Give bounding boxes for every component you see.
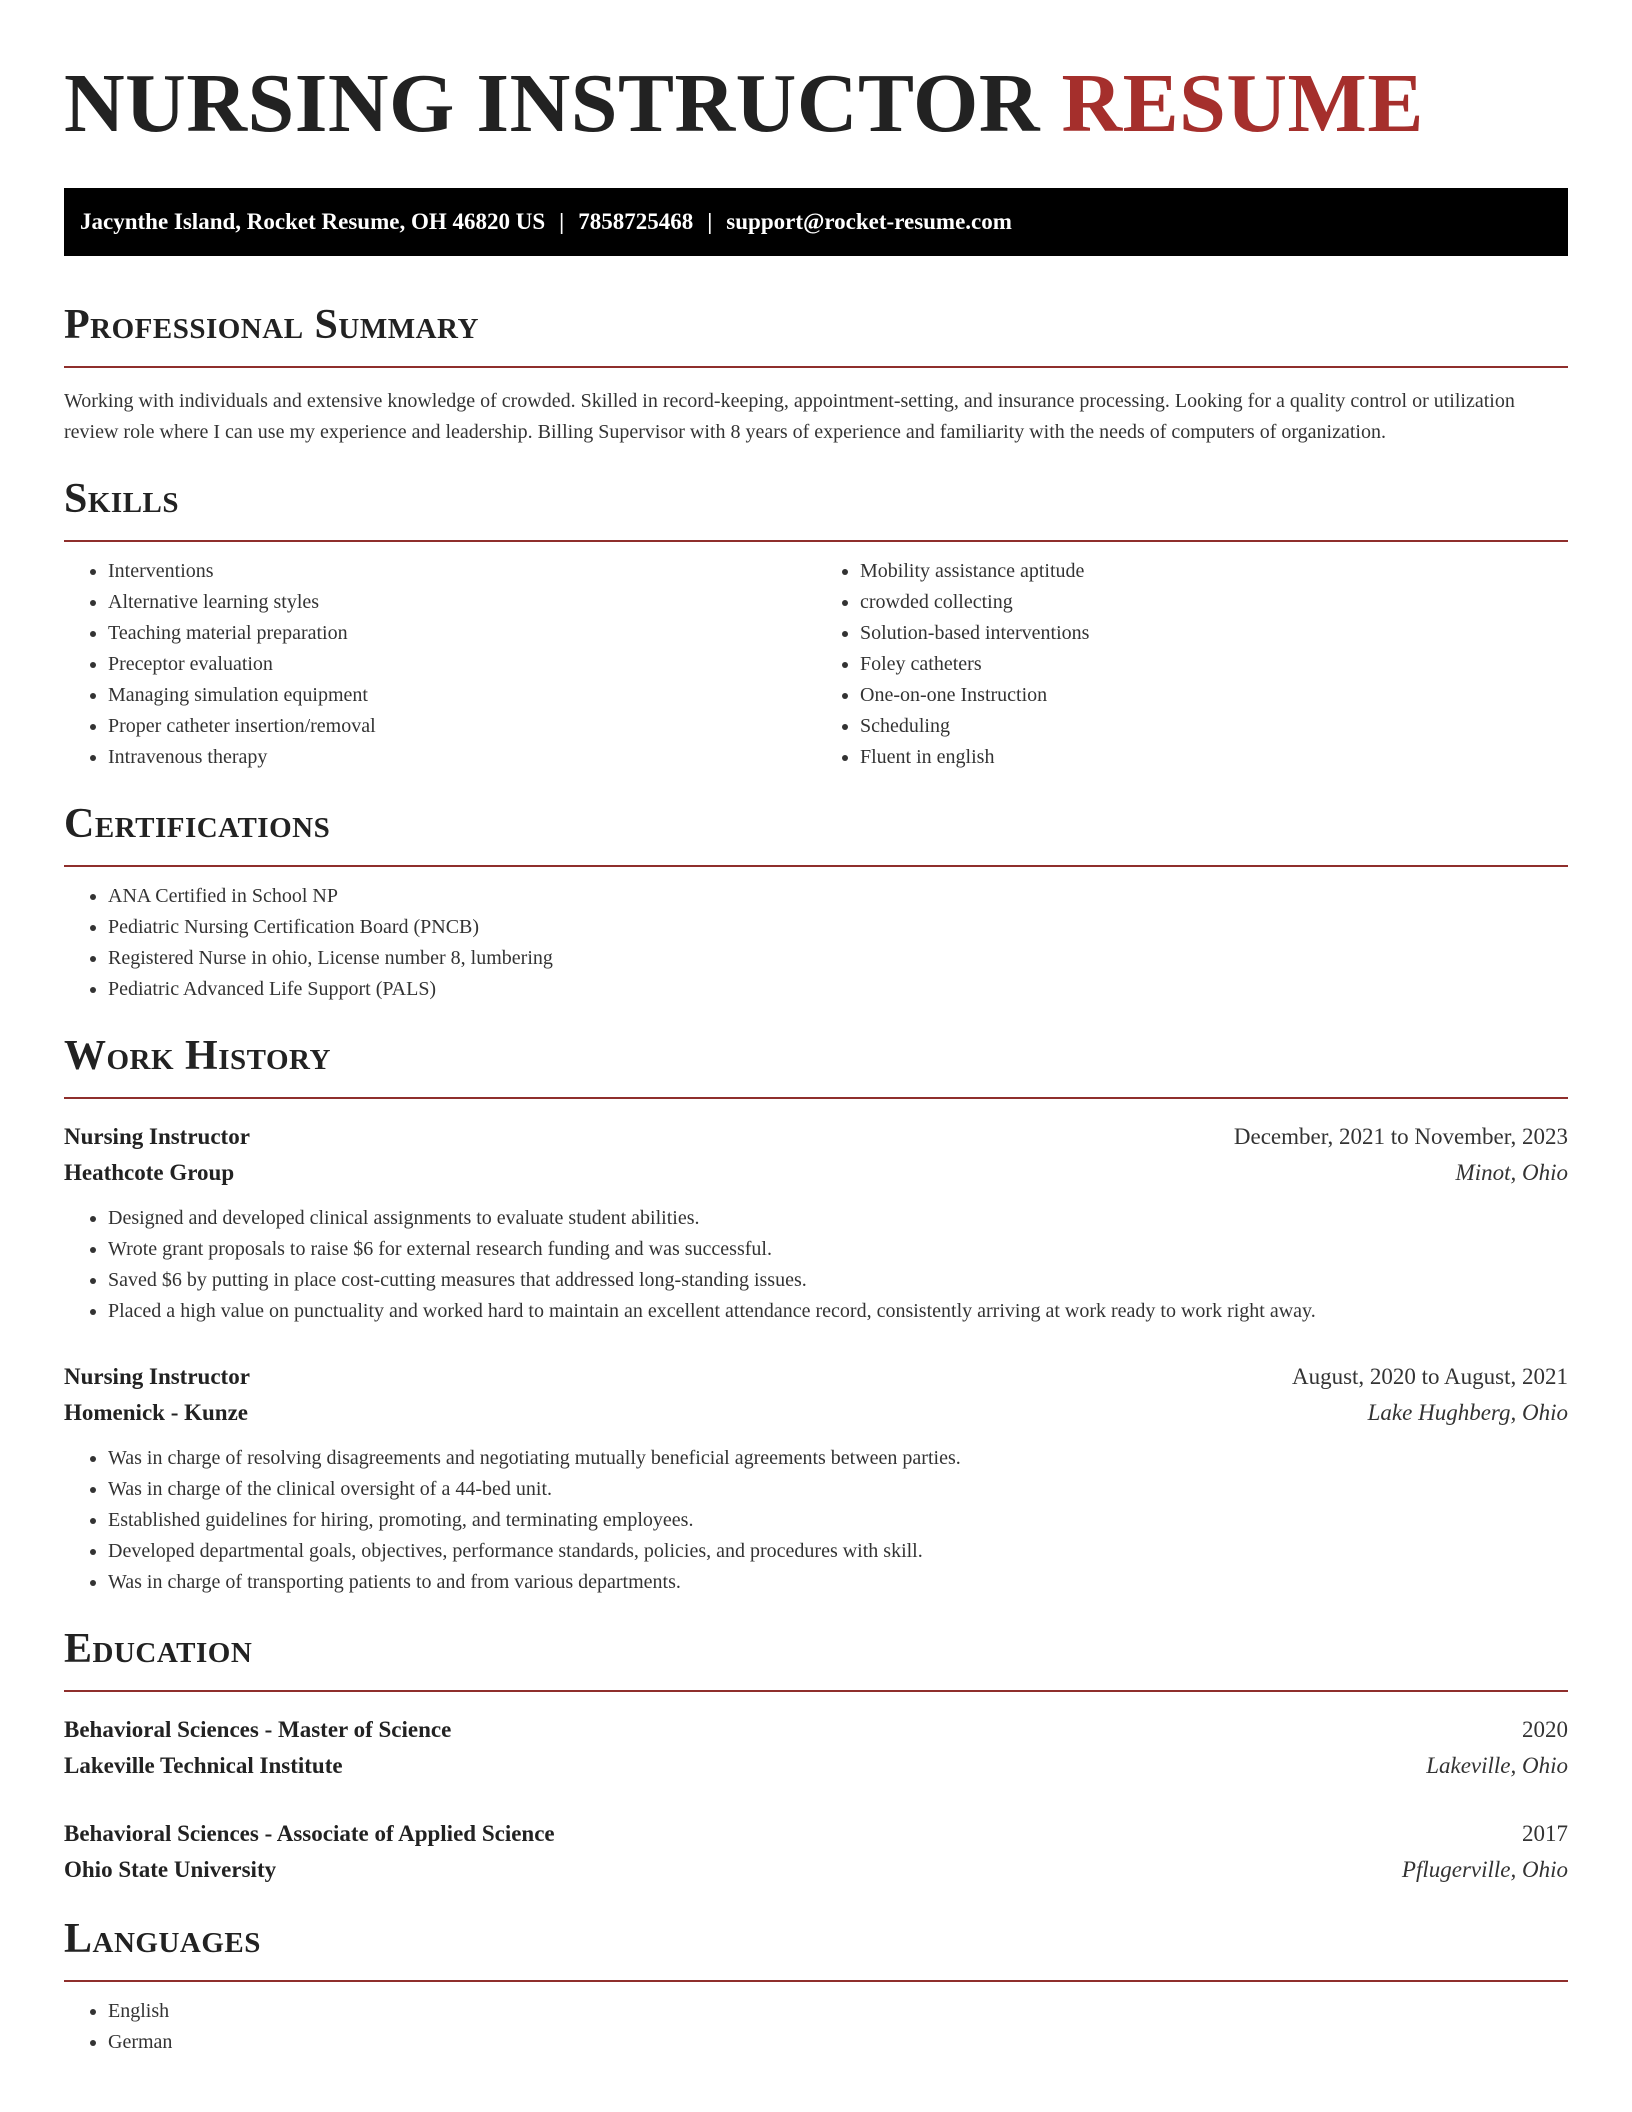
education-school-row — [64, 1852, 1568, 1888]
job-location: Minot, Ohio — [1455, 1160, 1568, 1185]
contact-separator: | — [707, 209, 713, 234]
title-accent: RESUME — [1061, 57, 1424, 150]
skill-item: • Managing simulation equipment — [108, 680, 816, 711]
section-divider — [64, 1690, 1568, 1692]
education-degree-row — [64, 1816, 1568, 1852]
language-item: • English — [108, 1996, 1568, 2027]
skill-item: • Intravenous therapy — [108, 742, 816, 773]
certification-item: • Pediatric Advanced Life Support (PALS) — [108, 974, 1568, 1005]
education-location: Pflugerville, Ohio — [1401, 1857, 1568, 1882]
skill-item: • Scheduling — [860, 711, 1568, 742]
education-heading: Education — [64, 1626, 253, 1672]
skill-item: • One-on-one Instruction — [860, 680, 1568, 711]
contact-email: support@rocket-resume.com — [726, 209, 1012, 234]
job-dates: August, 2020 to August, 2021 — [1291, 1364, 1568, 1389]
job-bullet: • Developed departmental goals, objectives, performance standards, policies, and procedures with skill. — [108, 1536, 1568, 1567]
job-title: Nursing Instructor — [64, 1124, 250, 1149]
certification-item: • ANA Certified in School NP — [108, 881, 1568, 912]
education-entry — [64, 1712, 1568, 1784]
certification-item: • Registered Nurse in ohio, License number 8, lumbering — [108, 943, 1568, 974]
job-company: Heathcote Group — [64, 1160, 235, 1185]
skills-grid — [64, 542, 1568, 773]
job-bullet: • Was in charge of the clinical oversight of a 44-bed unit. — [108, 1474, 1568, 1505]
job-bullet: • Placed a high value on punctuality and worked hard to maintain an excellent attendance record, consistently arriving at work ready to work right away. — [108, 1296, 1568, 1327]
skills-section — [64, 474, 1568, 773]
job-bullets — [64, 1443, 1568, 1598]
certifications-heading: Certifications — [64, 801, 331, 847]
skills-list-right — [816, 556, 1568, 773]
contact-phone: 7858725468 — [578, 209, 694, 234]
education-year: 2020 — [1522, 1717, 1568, 1742]
section-divider — [64, 366, 1568, 368]
work-history-heading: Work History — [64, 1033, 331, 1079]
skill-item: • Solution-based interventions — [860, 618, 1568, 649]
languages-list — [64, 1996, 1568, 2058]
education-school: Lakeville Technical Institute — [64, 1753, 343, 1778]
skill-item: • Fluent in english — [860, 742, 1568, 773]
section-divider — [64, 865, 1568, 867]
job-bullet: • Designed and developed clinical assignments to evaluate student abilities. — [108, 1203, 1568, 1234]
job-bullets — [64, 1203, 1568, 1327]
contact-separator: | — [559, 209, 565, 234]
skill-item: • Proper catheter insertion/removal — [108, 711, 816, 742]
job-company: Homenick - Kunze — [64, 1400, 248, 1425]
education-degree: Behavioral Sciences - Master of Science — [64, 1717, 452, 1742]
job-bullet: • Was in charge of resolving disagreements and negotiating mutually beneficial agreements between parties. — [108, 1443, 1568, 1474]
job-bullet: • Was in charge of transporting patients to and from various departments. — [108, 1567, 1568, 1598]
contact-address: Jacynthe Island, Rocket Resume, OH 46820 US — [80, 209, 546, 234]
education-year: 2017 — [1522, 1821, 1568, 1846]
resume-title — [64, 54, 1568, 154]
contact-bar — [64, 188, 1568, 256]
certification-item: • Pediatric Nursing Certification Board (PNCB) — [108, 912, 1568, 943]
skill-item: • Teaching material preparation — [108, 618, 816, 649]
skill-item: • Mobility assistance aptitude — [860, 556, 1568, 587]
job-company-row — [64, 1395, 1568, 1431]
skill-item: • Preceptor evaluation — [108, 649, 816, 680]
education-location: Lakeville, Ohio — [1426, 1753, 1568, 1778]
job-dates: December, 2021 to November, 2023 — [1233, 1124, 1568, 1149]
job-header-row — [64, 1359, 1568, 1395]
job-title: Nursing Instructor — [64, 1364, 250, 1389]
education-entry — [64, 1816, 1568, 1888]
section-divider — [64, 1097, 1568, 1099]
languages-heading: Languages — [64, 1916, 261, 1962]
job-bullet: • Wrote grant proposals to raise $6 for external research funding and was successful. — [108, 1234, 1568, 1265]
summary-heading: Professional Summary — [64, 302, 479, 348]
certifications-list — [64, 881, 1568, 1005]
job-entry — [64, 1119, 1568, 1327]
skill-item: • crowded collecting — [860, 587, 1568, 618]
education-degree-row — [64, 1712, 1568, 1748]
skills-list-left — [64, 556, 816, 773]
job-location: Lake Hughberg, Ohio — [1367, 1400, 1568, 1425]
job-bullet: • Saved $6 by putting in place cost-cutting measures that addressed long-standing issues. — [108, 1265, 1568, 1296]
language-item: • German — [108, 2027, 1568, 2058]
section-divider — [64, 1980, 1568, 1982]
education-school: Ohio State University — [64, 1857, 277, 1882]
title-main: NURSING INSTRUCTOR — [64, 57, 1040, 150]
education-section — [64, 1624, 1568, 1888]
summary-section — [64, 300, 1568, 448]
skill-item: • Foley catheters — [860, 649, 1568, 680]
languages-section — [64, 1914, 1568, 2058]
education-degree: Behavioral Sciences - Associate of Applied Science — [64, 1821, 555, 1846]
job-header-row — [64, 1119, 1568, 1155]
skills-heading: Skills — [64, 476, 180, 522]
summary-text: Working with individuals and extensive knowledge of crowded. Skilled in record-keeping, appointment-setting, and insurance processing. Looking for a quality control or utilization review role where I can use my experience and leadership. Billing Supervisor with 8 years of experience and familiarity with the needs of computers of organization. — [64, 390, 1515, 443]
job-bullet: • Established guidelines for hiring, promoting, and terminating employees. — [108, 1505, 1568, 1536]
job-entry — [64, 1359, 1568, 1598]
job-company-row — [64, 1155, 1568, 1191]
skill-item: • Interventions — [108, 556, 816, 587]
education-school-row — [64, 1748, 1568, 1784]
work-history-section — [64, 1031, 1568, 1598]
certifications-section — [64, 799, 1568, 1005]
skill-item: • Alternative learning styles — [108, 587, 816, 618]
